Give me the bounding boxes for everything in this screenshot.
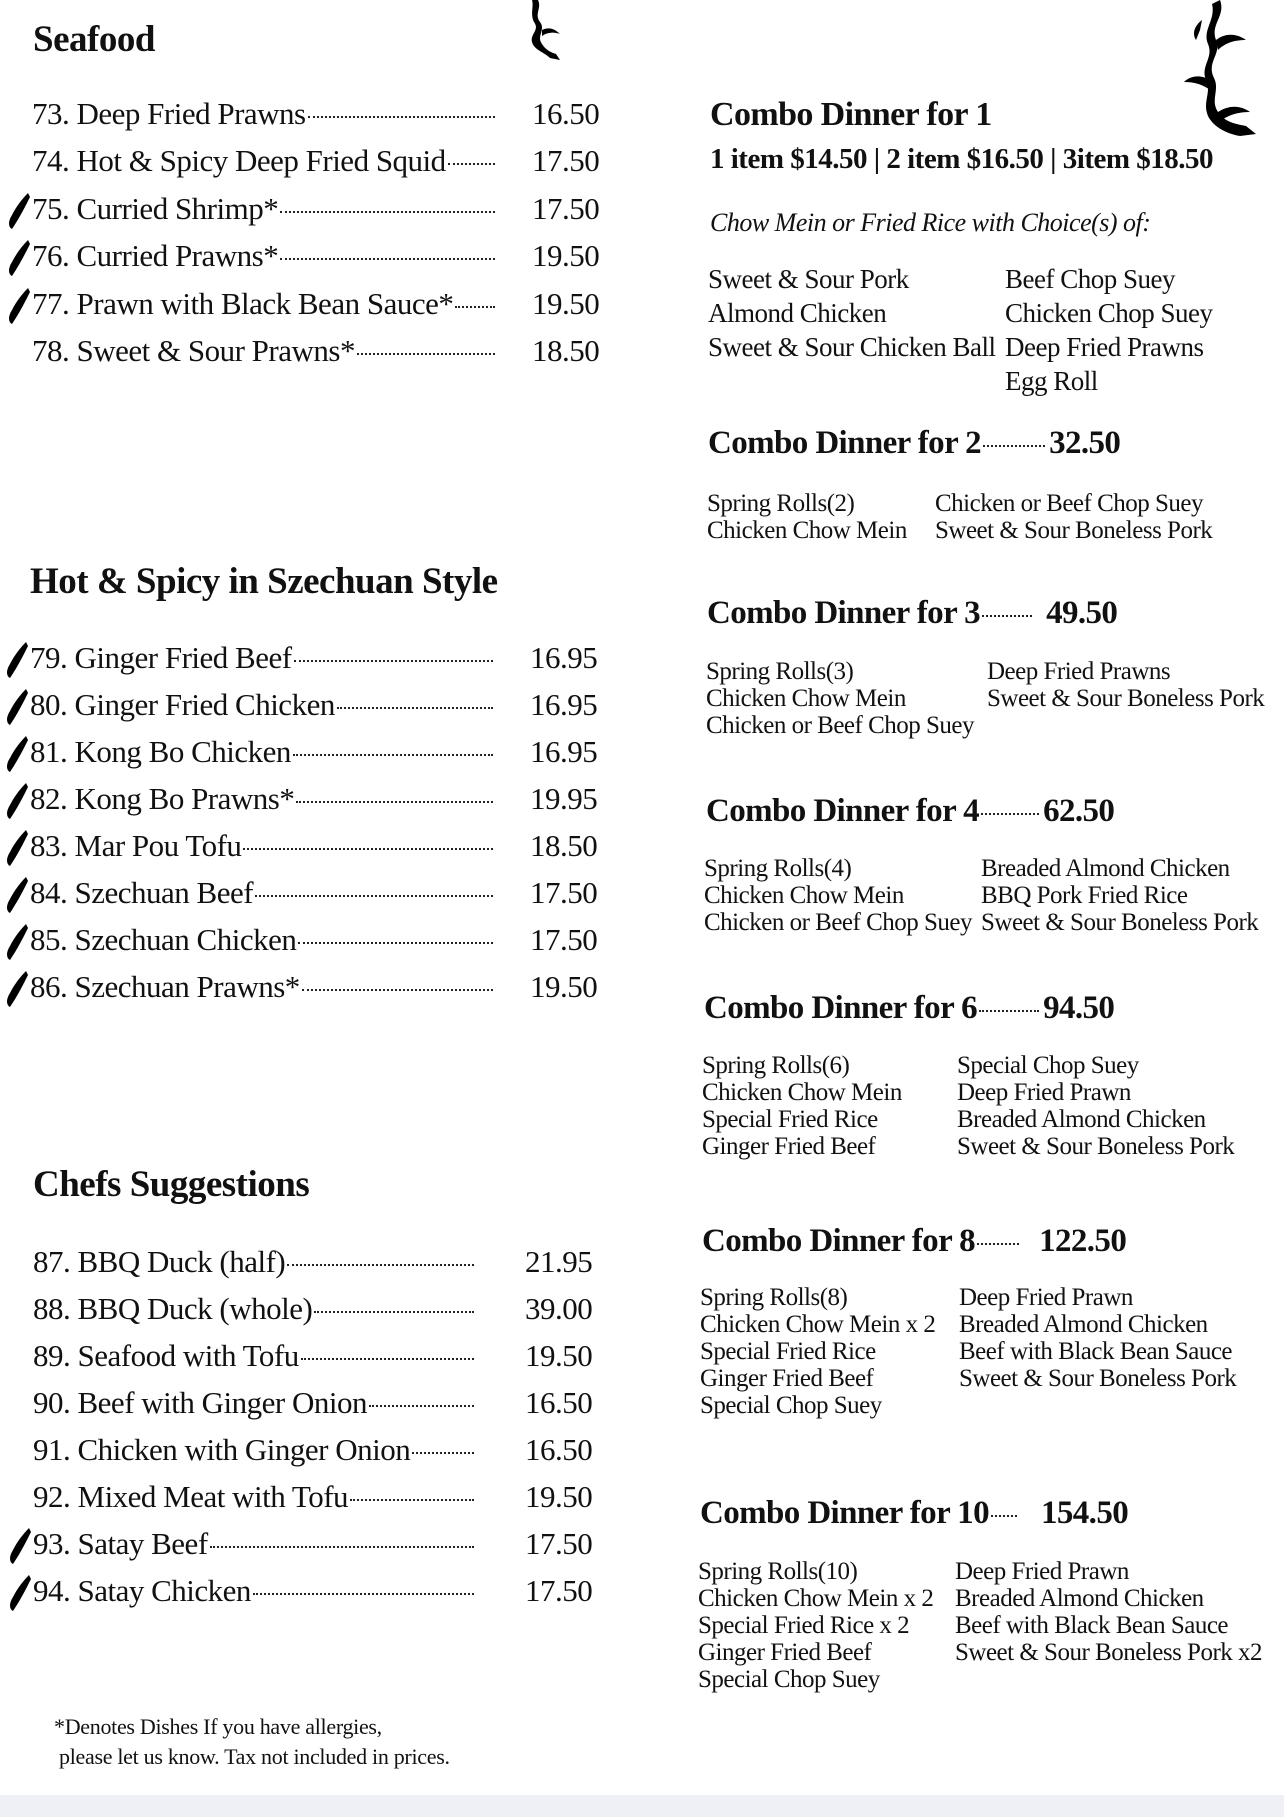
chili-pepper-icon xyxy=(7,1573,33,1613)
combo-item: Deep Fried Prawn xyxy=(955,1558,1129,1585)
combo-item: Spring Rolls(8) xyxy=(700,1284,848,1311)
item-price: 19.50 xyxy=(532,286,600,321)
combo-item: Special Chop Suey xyxy=(957,1052,1139,1079)
combo-4-left-list xyxy=(704,855,972,936)
chili-pepper-icon xyxy=(4,828,30,868)
combo-item: Breaded Almond Chicken xyxy=(959,1311,1208,1338)
item-name: 87. BBQ Duck (half) xyxy=(33,1244,286,1279)
item-price: 16.95 xyxy=(530,640,598,675)
combo-8-left-list xyxy=(700,1284,935,1419)
combo-2-title: Combo Dinner for 2 xyxy=(708,425,982,461)
combo-item: Spring Rolls(2) xyxy=(707,490,855,517)
combo-2-header xyxy=(708,425,1120,462)
menu-item xyxy=(32,238,600,278)
combo-item: Special Chop Suey xyxy=(698,1666,880,1693)
combo-item: Almond Chicken xyxy=(708,298,887,328)
dot-leader xyxy=(294,660,493,662)
dot-leader xyxy=(314,1311,474,1313)
menu-item xyxy=(33,1338,593,1378)
dot-leader xyxy=(255,895,493,897)
item-name: 84. Szechuan Beef xyxy=(30,875,254,910)
menu-item xyxy=(32,96,600,136)
combo-item: Spring Rolls(3) xyxy=(706,658,854,685)
menu-item xyxy=(33,1291,593,1331)
combo-item: Beef Chop Suey xyxy=(1005,264,1175,294)
dot-leader xyxy=(981,813,1039,815)
dot-leader xyxy=(448,163,495,165)
item-name: 75. Curried Shrimp* xyxy=(32,191,279,226)
item-name: 90. Beef with Ginger Onion xyxy=(33,1385,367,1420)
combo-item: Chicken Chow Mein xyxy=(702,1079,902,1106)
combo-item: Chicken Chow Mein x 2 xyxy=(700,1311,936,1338)
combo-item: Beef with Black Bean Sauce xyxy=(955,1612,1229,1639)
combo-item: Deep Fried Prawns xyxy=(987,658,1171,685)
menu-item xyxy=(30,875,598,915)
dot-leader xyxy=(280,211,495,213)
dot-leader xyxy=(369,1405,474,1407)
chili-pepper-icon xyxy=(4,640,30,680)
item-name: 77. Prawn with Black Bean Sauce* xyxy=(32,286,454,321)
combo-item: Spring Rolls(10) xyxy=(698,1558,858,1585)
combo-1-right-list xyxy=(1005,262,1213,398)
combo-item: Special Fried Rice xyxy=(700,1338,876,1365)
menu-item xyxy=(30,781,598,821)
item-name: 89. Seafood with Tofu xyxy=(33,1338,299,1373)
dot-leader xyxy=(243,848,493,850)
combo-item: Special Fried Rice x 2 xyxy=(698,1612,910,1639)
combo-4-price: 62.50 xyxy=(1043,793,1115,829)
dot-leader xyxy=(210,1546,474,1548)
combo-item: Egg Roll xyxy=(1005,366,1098,396)
combo-item: Chicken Chop Suey xyxy=(1005,298,1213,328)
combo-1-prices: 1 item $14.50 | 2 item $16.50 | 3item $18.50 xyxy=(710,143,1214,175)
menu-item xyxy=(33,1479,593,1519)
chili-pepper-icon xyxy=(4,969,30,1009)
item-name: 85. Szechuan Chicken xyxy=(30,922,297,957)
combo-item: Sweet & Sour Pork xyxy=(708,264,909,294)
combo-item: Ginger Fried Beef xyxy=(698,1639,872,1666)
menu-item xyxy=(32,286,600,326)
dot-leader xyxy=(293,754,493,756)
item-name: 83. Mar Pou Tofu xyxy=(30,828,242,863)
combo-item: Chicken Chow Mein xyxy=(707,517,907,544)
dot-leader xyxy=(977,1243,1019,1245)
dot-leader xyxy=(308,116,495,118)
combo-item: Breaded Almond Chicken xyxy=(981,855,1230,882)
menu-item xyxy=(33,1385,593,1425)
dot-leader xyxy=(301,1358,474,1360)
chili-pepper-icon xyxy=(4,734,30,774)
menu-item xyxy=(32,333,600,373)
item-price: 18.50 xyxy=(530,828,598,863)
combo-item: Sweet & Sour Boneless Pork x2 xyxy=(955,1639,1263,1666)
item-price: 17.50 xyxy=(525,1526,593,1561)
menu-item xyxy=(32,143,600,183)
footnote-line: please let us know. Tax not included in prices. xyxy=(59,1744,450,1769)
item-price: 16.95 xyxy=(530,734,598,769)
combo-10-left-list xyxy=(698,1558,933,1693)
item-price: 17.50 xyxy=(530,922,598,957)
combo-item: Spring Rolls(6) xyxy=(702,1052,850,1079)
menu-item xyxy=(30,969,598,1009)
dot-leader xyxy=(337,707,493,709)
combo-10-header xyxy=(700,1495,1128,1532)
dot-leader xyxy=(253,1593,474,1595)
combo-8-header xyxy=(702,1223,1126,1260)
menu-item xyxy=(32,191,600,231)
combo-item: Chicken Chow Mein x 2 xyxy=(698,1585,934,1612)
chili-pepper-icon xyxy=(4,875,30,915)
combo-4-title: Combo Dinner for 4 xyxy=(706,793,980,829)
combo-item: Chicken or Beef Chop Suey xyxy=(706,712,975,739)
chili-pepper-icon xyxy=(6,238,32,278)
item-price: 17.50 xyxy=(530,875,598,910)
item-price: 18.50 xyxy=(532,333,600,368)
chili-pepper-icon xyxy=(7,1526,33,1566)
item-price: 16.50 xyxy=(525,1385,593,1420)
dot-leader xyxy=(982,615,1032,617)
combo-6-price: 94.50 xyxy=(1043,990,1115,1026)
item-price: 16.50 xyxy=(532,96,600,131)
combo-item: Ginger Fried Beef xyxy=(702,1133,876,1160)
item-price: 17.50 xyxy=(525,1573,593,1608)
page-bottom-margin xyxy=(0,1795,1284,1817)
combo-item: Breaded Almond Chicken xyxy=(955,1585,1204,1612)
item-name: 82. Kong Bo Prawns* xyxy=(30,781,295,816)
chili-pepper-icon xyxy=(6,286,32,326)
item-name: 91. Chicken with Ginger Onion xyxy=(33,1432,411,1467)
combo-item: Ginger Fried Beef xyxy=(700,1365,874,1392)
dot-leader xyxy=(280,258,495,260)
menu-item xyxy=(30,922,598,962)
item-name: 79. Ginger Fried Beef xyxy=(30,640,292,675)
combo-2-right-list xyxy=(935,490,1212,544)
item-price: 17.50 xyxy=(532,143,600,178)
menu-item xyxy=(33,1244,593,1284)
menu-item xyxy=(33,1432,593,1472)
combo-item: Breaded Almond Chicken xyxy=(957,1106,1206,1133)
item-name: 74. Hot & Spicy Deep Fried Squid xyxy=(32,143,446,178)
dot-leader xyxy=(983,445,1045,447)
combo-8-right-list xyxy=(959,1284,1236,1392)
item-name: 88. BBQ Duck (whole) xyxy=(33,1291,313,1326)
dot-leader xyxy=(296,801,493,803)
combo-3-header xyxy=(707,595,1117,632)
chili-pepper-icon xyxy=(6,191,32,231)
combo-1-title: Combo Dinner for 1 xyxy=(710,96,992,133)
menu-item xyxy=(30,734,598,774)
combo-item: BBQ Pork Fried Rice xyxy=(981,882,1188,909)
item-name: 93. Satay Beef xyxy=(33,1526,208,1561)
combo-8-title: Combo Dinner for 8 xyxy=(702,1223,976,1259)
combo-3-price: 49.50 xyxy=(1046,595,1118,631)
item-name: 86. Szechuan Prawns* xyxy=(30,969,300,1004)
item-price: 16.50 xyxy=(525,1432,593,1467)
combo-item: Chicken Chow Mein xyxy=(704,882,904,909)
footnote-line: *Denotes Dishes If you have allergies, xyxy=(54,1714,382,1739)
combo-item: Chicken Chow Mein xyxy=(706,685,906,712)
menu-item xyxy=(30,687,598,727)
combo-3-title: Combo Dinner for 3 xyxy=(707,595,981,631)
combo-item: Sweet & Sour Chicken Ball xyxy=(708,332,996,362)
item-name: 80. Ginger Fried Chicken xyxy=(30,687,335,722)
dot-leader xyxy=(357,353,495,355)
item-price: 19.50 xyxy=(525,1479,593,1514)
dot-leader xyxy=(302,989,493,991)
combo-4-right-list xyxy=(981,855,1258,936)
item-name: 78. Sweet & Sour Prawns* xyxy=(32,333,355,368)
dot-leader xyxy=(455,306,495,308)
footnote xyxy=(54,1712,450,1772)
chili-pepper-icon xyxy=(4,781,30,821)
item-name: 92. Mixed Meat with Tofu xyxy=(33,1479,349,1514)
combo-item: Beef with Black Bean Sauce xyxy=(959,1338,1233,1365)
item-price: 19.95 xyxy=(530,781,598,816)
combo-item: Special Fried Rice xyxy=(702,1106,878,1133)
combo-10-price: 154.50 xyxy=(1040,1495,1129,1531)
seafood-title: Seafood xyxy=(33,19,155,60)
combo-item: Special Chop Suey xyxy=(700,1392,882,1419)
combo-item: Sweet & Sour Boneless Pork xyxy=(957,1133,1235,1160)
dot-leader xyxy=(287,1264,474,1266)
combo-item: Sweet & Sour Boneless Pork xyxy=(935,517,1213,544)
combo-item: Sweet & Sour Boneless Pork xyxy=(981,909,1259,936)
menu-item xyxy=(33,1573,593,1613)
dot-leader xyxy=(350,1499,474,1501)
combo-4-header xyxy=(706,793,1114,830)
combo-1-left-list xyxy=(708,262,995,364)
combo-10-title: Combo Dinner for 10 xyxy=(700,1495,989,1531)
item-price: 21.95 xyxy=(525,1244,593,1279)
chili-pepper-icon xyxy=(4,687,30,727)
item-price: 39.00 xyxy=(525,1291,593,1326)
combo-3-left-list xyxy=(706,658,974,739)
szechuan-title: Hot & Spicy in Szechuan Style xyxy=(30,561,498,602)
dot-leader xyxy=(412,1452,474,1454)
item-price: 17.50 xyxy=(532,191,600,226)
combo-3-right-list xyxy=(987,658,1264,712)
dot-leader xyxy=(979,1010,1039,1012)
item-price: 19.50 xyxy=(532,238,600,273)
item-price: 19.50 xyxy=(525,1338,593,1373)
combo-2-price: 32.50 xyxy=(1049,425,1121,461)
combo-item: Deep Fried Prawns xyxy=(1005,332,1204,362)
item-name: 73. Deep Fried Prawns xyxy=(32,96,306,131)
combo-6-left-list xyxy=(702,1052,902,1160)
combo-item: Chicken or Beef Chop Suey xyxy=(704,909,973,936)
combo-6-title: Combo Dinner for 6 xyxy=(704,990,978,1026)
menu-item xyxy=(33,1526,593,1566)
combo-2-left-list xyxy=(707,490,907,544)
item-price: 16.95 xyxy=(530,687,598,722)
menu-item xyxy=(30,640,598,680)
chili-pepper-icon xyxy=(4,922,30,962)
combo-item: Sweet & Sour Boneless Pork xyxy=(959,1365,1237,1392)
dot-leader xyxy=(991,1515,1017,1517)
item-name: 94. Satay Chicken xyxy=(33,1573,251,1608)
item-name: 81. Kong Bo Chicken xyxy=(30,734,291,769)
combo-6-right-list xyxy=(957,1052,1234,1160)
dragon-ornament-icon xyxy=(1180,0,1260,160)
combo-6-header xyxy=(704,990,1114,1027)
bamboo-ornament-icon xyxy=(520,0,570,62)
combo-8-price: 122.50 xyxy=(1039,1223,1127,1259)
chefs-title: Chefs Suggestions xyxy=(33,1164,310,1205)
combo-item: Deep Fried Prawn xyxy=(959,1284,1133,1311)
combo-item: Spring Rolls(4) xyxy=(704,855,852,882)
combo-item: Sweet & Sour Boneless Pork xyxy=(987,685,1265,712)
combo-10-right-list xyxy=(955,1558,1262,1666)
combo-1-choice-label: Chow Mein or Fried Rice with Choice(s) of: xyxy=(710,208,1151,237)
menu-item xyxy=(30,828,598,868)
item-price: 19.50 xyxy=(530,969,598,1004)
dot-leader xyxy=(298,942,493,944)
combo-item: Chicken or Beef Chop Suey xyxy=(935,490,1204,517)
item-name: 76. Curried Prawns* xyxy=(32,238,279,273)
combo-item: Deep Fried Prawn xyxy=(957,1079,1131,1106)
